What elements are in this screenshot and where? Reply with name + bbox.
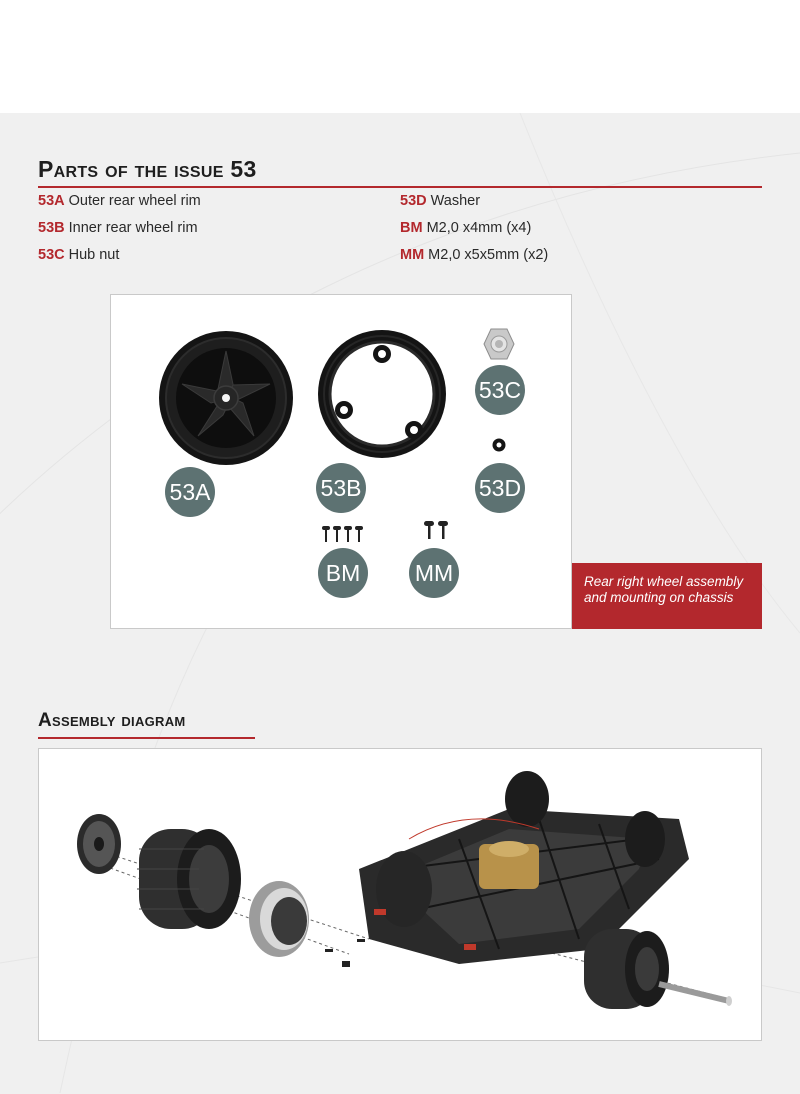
part-label: M2,0 x4mm (x4) xyxy=(426,220,532,236)
caption-box: Rear right wheel assembly and mounting on chassis xyxy=(572,563,762,629)
badge-53b: 53B xyxy=(316,463,366,513)
part-53c xyxy=(38,247,119,263)
part-code: 53B xyxy=(38,220,65,236)
badge-bm: BM xyxy=(318,548,368,598)
outer-rim-illustration xyxy=(157,329,295,467)
hub-nut-illustration xyxy=(483,327,515,361)
part-code: MM xyxy=(400,247,425,263)
badge-53a: 53A xyxy=(165,467,215,517)
assembly-diagram-panel xyxy=(38,748,762,1041)
badge-mm: MM xyxy=(409,548,459,598)
part-53a xyxy=(38,193,201,209)
part-label: Hub nut xyxy=(68,247,120,263)
exploded-rear-wheel xyxy=(584,929,669,1009)
assembly-diagram-illustration xyxy=(39,749,762,1041)
exploded-inner-rim xyxy=(249,881,309,957)
part-label: Outer rear wheel rim xyxy=(68,193,201,209)
badge-53d: 53D xyxy=(475,463,525,513)
parts-title-rule xyxy=(38,186,762,188)
parts-section-title: Parts of the issue 53 xyxy=(38,156,257,182)
exploded-tyre xyxy=(137,829,241,929)
inner-rim-illustration xyxy=(314,326,450,462)
part-code: 53A xyxy=(38,193,65,209)
part-bm xyxy=(400,220,531,236)
part-mm xyxy=(400,247,548,263)
part-code: 53D xyxy=(400,193,427,209)
exploded-screws xyxy=(325,939,365,967)
assembly-title-rule xyxy=(38,737,255,739)
mm-screws-illustration xyxy=(424,521,450,541)
badge-53c: 53C xyxy=(475,365,525,415)
part-code: 53C xyxy=(38,247,65,263)
part-53d xyxy=(400,193,480,209)
part-53b xyxy=(38,220,198,236)
part-label: Inner rear wheel rim xyxy=(68,220,198,236)
part-label: M2,0 x5x5mm (x2) xyxy=(428,247,549,263)
washer-illustration xyxy=(492,438,506,452)
assembly-section-title: Assembly diagram xyxy=(38,710,186,731)
axle-shaft xyxy=(659,984,732,1006)
bm-screws-illustration xyxy=(321,526,367,544)
exploded-outer-rim xyxy=(77,814,121,874)
part-label: Washer xyxy=(430,193,481,209)
parts-photo-panel xyxy=(110,294,572,629)
part-code: BM xyxy=(400,220,423,236)
